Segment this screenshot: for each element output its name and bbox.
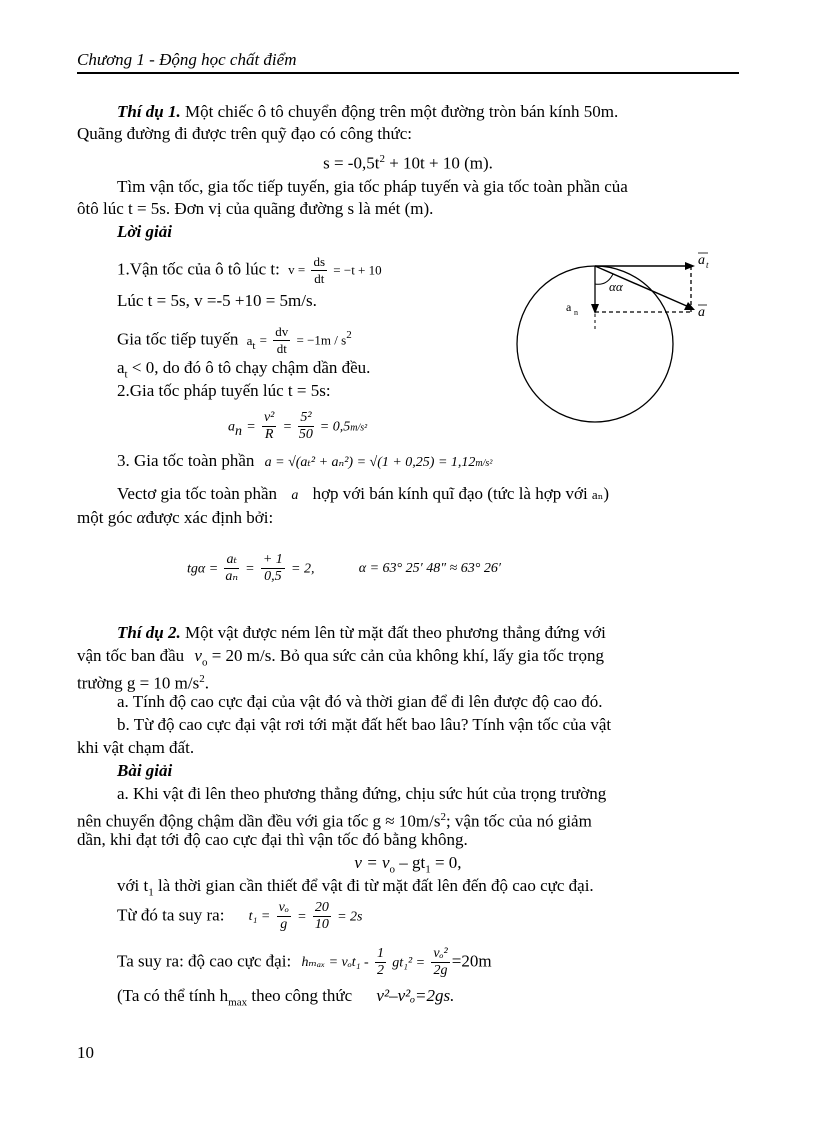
an-label-sub: n bbox=[574, 308, 578, 317]
ex1-line-4: ôtô lúc t = 5s. Đơn vị của quãng đường s là mét (m). bbox=[77, 199, 434, 218]
ex1-step-6: 3. Gia tốc toàn phần a = √(aₜ² + aₙ²) = √(1 + 0,25) = 1,12m/s² bbox=[117, 451, 493, 470]
ex2-question-b-2: khi vật chạm đất. bbox=[77, 738, 195, 757]
ex2-para-5: Từ đó ta suy ra: t₁ = $\frac{\text{vₒ}}{g}$ = $\frac{20}{10}$ = 2s bbox=[117, 900, 363, 932]
ex2-para-1: a. Khi vật đi lên theo phương thẳng đứng, chịu sức hút của trọng trường bbox=[117, 784, 607, 803]
ex2-line-3: trường g = 10 $m/s^2$. bbox=[77, 673, 209, 693]
ex1-step-1-text: 1.Vận tốc của ô tô lúc t: bbox=[117, 259, 280, 279]
ex1-formula bbox=[77, 148, 739, 175]
ex2-para-3: dần, khi đạt tới độ cao cực đại thì vận tốc đó bằng không. bbox=[77, 830, 468, 849]
ex1-step-2: Lúc t = 5s, v =-5 +10 = 5m/s. bbox=[117, 291, 317, 310]
ex1-step-1-frac: $\frac{ds}{dt}$ bbox=[313, 254, 326, 286]
ex2-para-7: (Ta có thể tính $h_{max}$ theo công thức v²–v²ₒ=2gs. bbox=[117, 986, 455, 1009]
ex1-step-1-rest: = −t + 10 bbox=[333, 262, 382, 278]
ex1-label: Thí dụ 1. bbox=[117, 102, 181, 121]
ex1-step-4: $a_t < 0$, do đó ô tô chạy chậm dần đều. bbox=[117, 358, 371, 381]
ex1-line-3: Tìm vận tốc, gia tốc tiếp tuyến, gia tốc pháp tuyến và gia tốc toàn phần của bbox=[117, 177, 628, 196]
ex2-equation-1: $v = v_o - gt_1 = 0$, bbox=[354, 853, 462, 876]
ex1-solution-label: Lời giải bbox=[117, 222, 172, 241]
ex2-solution-label: Bài giải bbox=[117, 761, 173, 780]
an-label: a bbox=[566, 300, 572, 314]
ex2-para-4: với $t_1$ là thời gian cần thiết để vật đi từ mặt đất lên đến độ cao cực đại. bbox=[117, 876, 594, 899]
ex1-text-1: Một chiếc ô tô chuyển động trên một đường tròn bán kính 50m. bbox=[180, 102, 619, 121]
ex1-line-1 bbox=[117, 101, 739, 123]
ex1-step-3-text: Gia tốc tiếp tuyến bbox=[117, 329, 239, 349]
ex1-step-3-a: a bbox=[246, 332, 253, 348]
ex1-step-3-rest: = −1m / s bbox=[296, 332, 347, 348]
ex2-para-6: Ta suy ra: độ cao cực đại: hₘₐₓ = vₒt₁ - $\frac{1}{2}$ gt₁² = $\frac{\text{vₒ²}}{2g}$ =20m bbox=[117, 946, 492, 978]
ex2-question-b-1: b. Từ độ cao cực đại vật rơi tới mặt đất hết bao lâu? Tính vận tốc của vật bbox=[117, 715, 612, 734]
ex1-step-1-v: v = bbox=[288, 262, 306, 278]
ex1-step-3: Gia tốc tiếp tuyến $a_t$ = $\frac{dv}{dt}$ = $-1m / s^2$ bbox=[117, 324, 352, 357]
a-label: a bbox=[698, 305, 705, 320]
acceleration-diagram bbox=[505, 240, 745, 430]
ex1-an-formula: $a_n$ = $\frac{\text{v²}}{R}$ = $\frac{\text{5²}}{50}$ = 0,5m/s² bbox=[228, 410, 368, 442]
ex2-para-2: nên chuyển động chậm dần đều với gia tốc $g \approx 10m/s^2$; vận tốc của nó giảm bbox=[77, 811, 592, 831]
at-label: a bbox=[698, 253, 705, 268]
ex1-line-2: Quãng đường đi được trên quỹ đạo có công thức: bbox=[77, 124, 413, 143]
ex2-label: Thí dụ 2. bbox=[117, 623, 181, 642]
ex1-formula-rest: + 10t + 10 (m). bbox=[384, 153, 493, 173]
chapter-header: Chương 1 - Động học chất điểm bbox=[77, 50, 297, 69]
ex2-line-1: Thí dụ 2. Một vật được ném lên từ mặt đất theo phương thẳng đứng với bbox=[117, 623, 606, 642]
header-rule bbox=[77, 72, 739, 74]
ex1-formula-main: s = -0,5t bbox=[323, 153, 380, 173]
alpha-label: αα bbox=[609, 279, 623, 294]
ex2-line-2: vận tốc ban đầu $v_o = 20$ m/s. Bỏ qua sức cản của không khí, lấy gia tốc trọng bbox=[77, 646, 604, 669]
ex1-step-3-frac: $\frac{dv}{dt}$ bbox=[275, 324, 289, 357]
page-number: 10 bbox=[77, 1043, 94, 1062]
at-label-sub: t bbox=[706, 260, 709, 270]
ex1-step-8: một góc αđược xác định bởi: bbox=[77, 508, 274, 527]
ex1-step-7: Vectơ gia tốc toàn phần a hợp với bán kính quĩ đạo (tức là hợp với aₙ) bbox=[117, 484, 609, 503]
ex1-tg-formula: tgα = $\frac{\text{aₜ}}{\text{aₙ}}$ = $\frac{+ 1}{0,5}$ = 2, α = 63° 25′ 48″ ≈ 63° 26′ bbox=[187, 552, 501, 584]
ex1-formula-exp: 2 bbox=[379, 153, 385, 165]
ex2-question-a: a. Tính độ cao cực đại của vật đó và thời gian để đi lên được độ cao đó. bbox=[117, 692, 603, 711]
at-arrowhead bbox=[685, 262, 695, 270]
ex1-step-5: 2.Gia tốc pháp tuyến lúc t = 5s: bbox=[117, 381, 331, 400]
